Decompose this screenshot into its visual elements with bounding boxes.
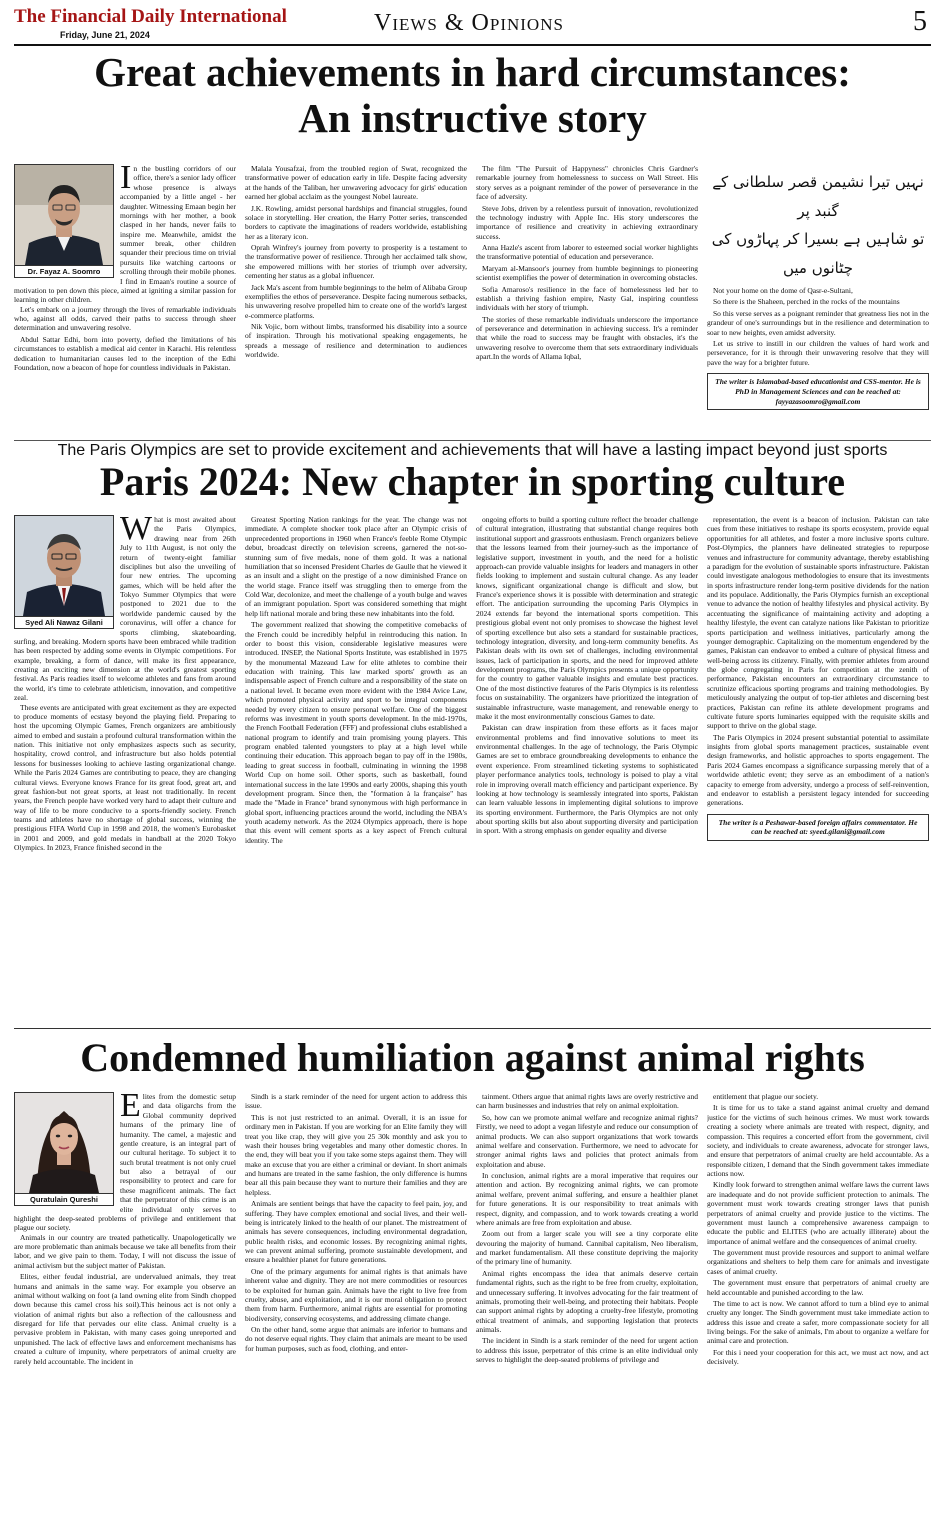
paragraph: So this verse serves as a poignant reminder that greatness lies not in the grandeur of one's surroundings but in the resilience and determination to soar to new heights, even amidst adversity.: [707, 308, 929, 337]
section-divider: [14, 1028, 931, 1029]
paragraph: Malala Yousafzai, from the troubled region of Swat, recognized the transformative power of education early in life. Despite facing adversity at the hands of the Taliban, her unwavering advocacy for girls' education earned her global acclaim as the youngest Nobel laureate.: [245, 164, 467, 202]
urdu-verse: [707, 168, 929, 282]
article2-col4: [707, 515, 929, 995]
paragraph: These events are anticipated with great excitement as they are expected to produce moments of ecstasy beyond the playing field. Preparing to host the upcoming Olympic Games, French organizers are ambitiously aimed to embed and sustain a profound cultural transformation within the nation. This initiative not only emphasizes aspects such as security, hospitality, crowd control, and infrastructure but also holds potential lessons for businesses looking to achieve lasting organizational change. While the Paris 2024 Games are contributing to peace, they are changing cultural views. Everyone knows France for its great food, great art, and great fashion-but not great sports, at least not traditionally. In recent years, the French people have worked very hard to adapt their culture and way of life to be more conducive to a sports-friendly society. French teams and athletes have no shortage of global success, winning the prestigious FIFA World Cup in 1998 and 2018, the women's Eurobasket in 2001 and 2009, and gold medals in handball at the 2020 Tokyo Olympics. In 2023, France finished second in the: [14, 702, 236, 853]
article3-col3: [476, 1092, 698, 1508]
author-portrait-gilani: [15, 516, 113, 616]
article1-headline-line2: An instructive story: [298, 94, 647, 141]
masthead: [14, 6, 931, 46]
paragraph: Kindly look forward to strengthen animal welfare laws the current laws are inadequate and do not provide sufficient protection to animals. The government must work towards creating stronger laws that punish perpetrators of animal cruelty and provide justice to the victims. The government must launch a comprehensive awareness campaign to educate the public and ELITES (who are actually illiterate) about the importance of animal welfare and the consequences of animal cruelty.: [707, 1180, 929, 1246]
paragraph: Zoom out from a larger scale you will see a tiny corporate elite devouring the majority of humand. Cannibal capitalism, Neo liberalism, and market fundamentalism. All these constitute depriving the majority of the primary line of humanity.: [476, 1229, 698, 1267]
paragraph: Animals in our country are treated pathetically. Unapologetically we are more problematic than animals because we take all benefits from their labor, and we give pain to them. Today, I will not discuss the issue of animal activism but the subject matter of Pakistan.: [14, 1232, 236, 1270]
paragraph: The incident in Sindh is a stark reminder of the need for urgent action to address this issue, perpetrator of this crime is an elite individual only serves to highlight the deep-seated problems of privilege and: [476, 1336, 698, 1365]
paragraph: Pakistan can draw inspiration from these efforts as it faces major environmental problems and find innovative solutions to meet its environmental challenges. In the age of technology, the Paris Olympic Games are set to embrace groundbreaking developments to enhance the event experience. From streamlined ticketing systems to sophisticated player performance analytics tools, technology is poised to play a vital role in improving overall match efficiency and participant experience. By looking at how technology is seamlessly integrated into sports, Pakistan can learn valuable lessons in implementing digital solutions to improve its sporting environment. Furthermore, the Paris Olympics are not only about sporting skills but also about supporting diversity and participation in sport. With a strong emphasis on gender equality and diverse: [476, 723, 698, 836]
paragraph: So there is the Shaheen, perched in the rocks of the mountains: [713, 297, 900, 307]
article2-body: [14, 515, 931, 995]
paragraph: This is not just restricted to an animal. Overall, it is an issue for ordinary men in Pakistan. If you are working for an Elite family they will treat you like crap, they will give you 25 30k monthly and ask you to wash their houses bring vegetables and many other domestic chores. In the end, they will beat you if you take some steps against them. They will make an excuse that you are either a criminal or deviant. In short animals and humans are treated in the same fashion, the only difference is humns bear all this pain because they want to nurture their families and they are helpless.: [245, 1112, 467, 1197]
paragraph: Let us strive to instill in our children the values of hard work and perseverance, for it is through their unwavering resolve that they will pave the way for a brighter future.: [707, 338, 929, 367]
paragraph: The government must provide resources and support to animal welfare organizations and shelters to help them care for animals and investigate cases of animal cruelty.: [707, 1248, 929, 1276]
paragraph: representation, the event is a beacon of inclusion. Pakistan can take cues from these initiatives to reshape its sports ecosystem, provide equal opportunities for all athletes, and foster a more inclusive sports culture. Post-Olympics, the planners have delineated strategies to repurpose venues and infrastructure for community advantage, thereby establishing a paradigm for the evolution of sustainable sports infrastructure. Pakistan could investigate analogous methodologies to ensure that its investments in sports infrastructure render long-term positive dividends for the nation and its populace. Additionally, the Paris Olympics furnish an exceptional venue to advance the notion of healthy lifestyles and physical activity. By accentuating the significance of maintaining activity and adopting a healthy lifestyle, the event can catalyze nations like Pakistan to prioritize sports participation and wellness initiatives, particularly among the younger demographic. Capitalizing on the momentum engendered by the games, Pakistan can endeavor to embed a culture of physical fitness and well-being across its citizenry. Finally, with premier athletes from around the globe congregating in Paris for competition at the zenith of performance, Pakistan encounters an extraordinary circumstance to scrutinize efficacious sporting programs and training methodologies. By meticulously analyzing the output of top-tier athletes and discerning best practices, Pakistan can refine its athlete development programs and cultivate future sports luminaries equipped with the requisite skills and support to thrive on the global stage.: [707, 515, 929, 731]
article3-body: [14, 1092, 931, 1508]
article3-col2: [245, 1092, 467, 1508]
paragraph: Let's embark on a journey through the lives of remarkable individuals who, against all odds, carved their paths to success through sheer determination and unwavering resolve.: [14, 304, 236, 333]
dropcap: E: [120, 1092, 141, 1124]
paragraph: The government must ensure that perpetrators of animal cruelty are held accountable and punished according to the law.: [707, 1278, 929, 1297]
dropcap: I: [120, 164, 132, 196]
article2-col3: [476, 515, 698, 995]
article1-col1: [14, 164, 236, 434]
author-photo: [14, 164, 114, 278]
author-bio: The writer is Islamabad-based educationist and CSS-mentor. He is PhD in Management Sciences and can be reached at: fayyazasoomro@gmail.com: [707, 373, 929, 410]
article1-col3: [476, 164, 698, 434]
article2-col1: [14, 515, 236, 995]
paragraph: Animal rights encompass the idea that animals deserve certain fundamental rights, such as the right to be free from cruelty, exploitation, and unnecessary suffering. It involves advocating for the fair treatment of animals, promoting their well-being, and protecting their habitats. People can support animal rights by adopting a cruelty-free lifestyle, promoting ethical treatment of animals, and supporting legislation that protects animals.: [476, 1268, 698, 1334]
paragraph: ongoing efforts to build a sporting culture reflect the broader challenge of cultural integration, illustrating that substantial change requires both institutional support and grassroots enthusiasm. French organizers believe that the lessons learned from their journey-such as the importance of legislative support, investment in youth, and the need for a holistic approach-can provide valuable insights for leaders and managers in other fields looking to implement and sustain cultural change. As any leader knows, significant organizational change is difficult and slow, but France's experience shows it is possible with determination and strategic effort. The anticipation surrounding the upcoming Paris Olympics in 2024 extends far beyond the international sports competition. This prestigious global event not only promises to showcase the highest level of sporting excellence but also sets a standard for sustainable practices, technology integration, diversity, and long-term community benefits. As Pakistan deals with its own set of challenges, including environmental issues, lack of participation in sports, and the need for improved athlete development programs, the Paris Olympics presents a unique opportunity for the country to gather valuable insights and emulate best practices. One of the most distinctive features of the Paris Olympics is its relentless focus on sustainability. The organizers have prioritized the integration of sustainable infrastructure, waste management, and renewable energy to make it the most environmentally conscious Games to date.: [476, 515, 698, 721]
article1-col4: [707, 164, 929, 434]
paragraph: entitlement that plague our society.: [713, 1092, 819, 1101]
paragraph: hat is most awaited about the Paris Olympics, drawing near from 26th July to 11th August, is not only the return of twenty-eight familiar disciplines but also the unveiling of four new entries. The upcoming games, which will be held after the Tokyo Summer Olympics that were postponed to 2021 due to the worldwide pandemic caused by the coronavirus, will offer a chance for sports climbing, skateboarding, surfing, and breaking. Modern sports have been embraced while tradition has been respected by adding some events in Olympic competitions. For example, breaking, a form of dance, will make its first appearance, creating an exciting new dimension at the world's greatest sporting festival. As Paris readies itself to welcome athletes and fans from around the world, it's time to celebrate athleticism, innovation, and competitive zeal.: [14, 515, 236, 703]
author-bio: The writer is a Peshawar-based foreign affairs commentator. He can be reached at: syeed.gilani@gmail.com: [707, 814, 929, 842]
paragraph: Not your home on the dome of Qasr-e-Sultani,: [713, 286, 853, 295]
article3-headline: Condemned humiliation against animal rights: [80, 1035, 865, 1080]
article3-col1: [14, 1092, 236, 1508]
paragraph: The Paris Olympics in 2024 present substantial potential to assimilate insights from global sports management practices, sustainable event design frameworks, and holistic approaches to sports engagement. The Paris 2024 Games encompass a significance surpassing merely that of a worldwide athletic event; they serve as an embodiment of a nation's capacity to emerge from adversity, undergo a process of self-reinvention, and endeavor to establish a persistent legacy intended for succeeding generations.: [707, 732, 929, 808]
paragraph: It is time for us to take a stand against animal cruelty and demand justice for the victims of such heinous crimes. We must work towards creating a society where animals are treated with respect, dignity, and compassion. This requires a concerted effort from the government, civil society, and individuals to create awareness, advocate for stronger laws, and ensure that perpetrators of animal cruelty are held accountable. As a responsible citizen, I demand that the Sindh government takes immediate actions now.: [707, 1103, 929, 1178]
article2-kicker: The Paris Olympics are set to provide excitement and achievements that will have a lasting impact beyond just sports: [14, 440, 931, 460]
author-portrait-fayaz: [15, 165, 113, 265]
urdu-verse-line1: نہیں تیرا نشیمن قصر سلطانی کے گنبد پر: [712, 173, 924, 220]
author-caption: Dr. Fayaz A. Soomro: [15, 265, 113, 277]
author-caption: Syed Ali Nawaz Gilani: [15, 616, 113, 628]
paragraph: tainment. Others argue that animal rights laws are overly restrictive and can harm businesses and industries that rely on animal exploitation.: [476, 1092, 698, 1111]
paragraph: Greatest Sporting Nation rankings for the year. The change was not immediate. A complete shocker took place after an Olympic crisis of unprecedented proportions in 1960 when France's feeble Rome Olympic debut, broadcast directly on television screens, garnered the not-so-stunning sum of five medals, none of them gold. It was a national humiliation that so incensed President Charles de Gaulle that he viewed it as an insult and a slight on the prestige of a now diminished France on the world stage. France itself was struggling then to emerge from the Cold War, decolonize, and meet the challenge of a youth bulge and waves of an immigrant population. Sport was considered something that might help lift national morale and bring these new inhabitants into the fold.: [245, 515, 467, 618]
issue-date: Friday, June 21, 2024: [60, 30, 150, 40]
article1-body: [14, 164, 931, 434]
page-number: 5: [913, 6, 927, 37]
paragraph: The government realized that showing the competitive comebacks of the French could be incredibly helpful in reintroducing this nation. In order to boost this vision, considerable legislative measures were introduced. INSEP, the National Sports Institute, was established in 1975 by the monumental Mazeaud Law for elite athletes to combine their education with training. This law marked sports' growth as an indispensable aspect of French culture and a responsibility of the state on a national level. It became even more evident with the 1984 Avice Law, which promoted physical activity and sport to be integral components needed by every citizen to ensure personal welfare. One of the biggest reforms was investment in youth sports development. In the mid-1970s, the French Football Federation (FFF) and professional clubs established a national program to identify and train promising young players. This program enabled talented youngsters to play at a high level while continuing their education. This approach began to pay off in the 1980s, leading to great success in football, culminating in winning the 1998 World Cup on home soil. Other sports, such as basketball, found international success in the late 1990s and early 2000s, shaping this youth development program. Since then, the "formation à la française" has made the "Made in France" brand synonymous with high performance in global sport, influencing practices around the world, including the NBA's youth academy network. As the 2024 Olympics approach, there is hope that this event will cement sports as a key aspect of French cultural identity. The: [245, 620, 467, 845]
section-title: Views & Opinions: [374, 10, 564, 36]
urdu-verse-line2: تو شاہیں ہے بسیرا کر پہاڑوں کی چٹانوں میں: [711, 230, 925, 277]
paragraph: Oprah Winfrey's journey from poverty to prosperity is a testament to the transformative power of resilience. Through her acclaimed talk show, she empowered millions with her stories of triumph over adversity, cementing her status as a global influencer.: [245, 243, 467, 281]
paragraph: Steve Jobs, driven by a relentless pursuit of innovation, revolutionized the technology industry with Apple Inc. His story underscores the importance of resilience and creativity in achieving extraordinary success.: [476, 203, 698, 241]
article1-headline-line1: Great achievements in hard circumstances:: [94, 49, 851, 95]
dropcap: W: [120, 515, 153, 547]
paragraph: Elites, either feudal industrial, are undervalued animals, they treat humans and animals in the same way. For example you observe an animal without walking on foot (a land owning elite from Sindh chopped down because this camel cross his soil).This heinous act is not only a violation of animal rights but also a reflection of the callousness and disregard for life that pervades our elite class. Animal cruelty is a pervasive problem in Pakistan, with many cases going unreported and unpunished. The lack of effective laws and enforcement mechanisms has created a culture of impunity, where perpetrators of animal cruelty are rarely held accountable. The incident in: [14, 1272, 236, 1366]
paragraph: Nik Vojic, born without limbs, transformed his disability into a source of inspiration. Through his motivational speaking engagements, he spreads a message of resilience and determination to audiences worldwide.: [245, 322, 467, 360]
newspaper-brand: The Financial Daily International: [14, 6, 287, 27]
paragraph: n the bustling corridors of our office, there's a senior lady officer whose presence is always accompanied by a little angel - her daughter. Witnessing Emaan begin her mornings with her mother, a book clasped in her hands, never fails to inspire me. Meanwhile, amidst the summer break, other children squander their precious time on trivial pursuits like watching cartoons or scrolling through their mobile phones. I find in Emaan's routine a source of motivation to pen down this piece, aimed at igniting a similar passion for learning in other children.: [14, 164, 236, 305]
paragraph: The stories of these remarkable individuals underscore the importance of perseverance and determination in achieving success. It's a reminder that while the road to success may be fraught with obstacles, it's the unwavering resolve to overcome them that sets extraordinary individuals apart.In the words of Allama Iqbal,: [476, 314, 698, 362]
paragraph: In conclusion, animal rights are a moral imperative that requires our attention and action. By recognizing animal rights, we can promote animal welfare, prevent animal suffering, and ensure a healthier planet for future generations. It is our responsibility to treat animals with respect, dignity, and compassion, and to work towards creating a world where animals are free from exploitation and abuse.: [476, 1171, 698, 1227]
paragraph: Abdul Sattar Edhi, born into poverty, defied the limitations of his circumstances to establish a medical aid center in Karachi. His relentless dedication to humanitarian causes led to the inception of the Edhi Foundation, now a beacon of hope for countless individuals in Pakistan.: [14, 334, 236, 372]
article2-col2: [245, 515, 467, 995]
author-portrait-qureshi: [15, 1093, 113, 1193]
article3-col4: [707, 1092, 929, 1508]
paragraph: lites from the domestic setup and data oligarchs from the Global community deprived humans of the primary line of humanity. The camel, a majestic and gentle creature, is an integral part of our cultural heritage. To subject it to such brutal treatment is not only cruel but also a betrayal of our responsibility to protect and care for these magnificent animals. The fact that the perpetrator of this crime is an elite individual only serves to highlight the deep-seated problems of privilege and entitlement that plague our society.: [14, 1092, 236, 1233]
article1-headline: [14, 50, 931, 142]
paragraph: Anna Hazle's ascent from laborer to esteemed social worker highlights the transformative potential of education and perseverance.: [476, 243, 698, 262]
paragraph: So, how can we promote animal welfare and recognize animal rights? Firstly, we need to adopt a vegan lifestyle and reduce our consumption of animal products. We can also support organizations that work towards animal welfare and conservation. Furthermore, we need to advocate for stronger animal rights laws and policies that protect animals from exploitation and abuse.: [476, 1112, 698, 1169]
paragraph: For this i need your cooperation for this act, we must act now, and act decisively.: [707, 1347, 929, 1367]
paragraph: J.K. Rowling, amidst personal hardships and financial struggles, found solace in storytelling. Her creation, the Harry Potter series, transcended borders to captivate the imaginations of readers worldwide, establishing her as a literary icon.: [245, 203, 467, 241]
author-photo: [14, 1092, 114, 1206]
paragraph: Maryam al-Mansoor's journey from humble beginnings to pioneering scientist exemplifies the power of determination in overcoming obstacles.: [476, 263, 698, 283]
paragraph: Jack Ma's ascent from humble beginnings to the helm of Alibaba Group exemplifies the ethos of perseverance. Despite facing numerous setbacks, his unwavering resolve propelled him to create one of the world's largest e-commerce platforms.: [245, 282, 467, 320]
paragraph: The time to act is now. We cannot afford to turn a blind eye to animal cruelty any longer. The Sindh government must take immediate action to address this issue and create a safer, more compassionate society for all living beings. For the sake of animals, I'm about to organize a welfare for animal care and protection.: [707, 1298, 929, 1346]
author-photo: [14, 515, 114, 629]
paragraph: Sindh is a stark reminder of the need for urgent action to address this issue.: [245, 1092, 467, 1111]
article2-headline: Paris 2024: New chapter in sporting culture: [99, 459, 846, 504]
paragraph: Sofia Amaroso's resilience in the face of homelessness led her to establish a thriving fashion empire, Nasty Gal, inspiring countless individuals with her story of triumph.: [476, 284, 698, 313]
author-caption: Quratulain Qureshi: [15, 1193, 113, 1205]
paragraph: Animals are sentient beings that have the capacity to feel pain, joy, and suffering. They have complex emotional and social lives, and their well-being is intricately linked to the health of our planet. The mistreatment of animals has severe consequences, including environmental degradation, public health risks, and economic losses. By recognizing animal rights, we can prevent animal suffering, promote sustainable development, and ensure a healthier planet for future generations.: [245, 1199, 467, 1265]
paragraph: On the other hand, some argue that animals are inferior to humans and do not deserve equal rights. They claim that animals are meant to be used for human purposes, such as food, clothing, and enter-: [245, 1325, 467, 1353]
paragraph: One of the primary arguments for animal rights is that animals have inherent value and dignity. They are not mere commodities or resources to be exploited for human gain. Animals have the right to live free from cruelty, abuse, and exploitation, and it is our moral obligation to protect them from harm. Furthermore, animal rights are essential for promoting biodiversity, conserving ecosystems, and addressing climate change.: [245, 1266, 467, 1323]
article1-col2: [245, 164, 467, 434]
paragraph: The film "The Pursuit of Happyness" chronicles Chris Gardner's remarkable journey from homelessness to success on Wall Street. His story serves as a poignant reminder of the power of perseverance in the face of adversity.: [476, 164, 698, 202]
